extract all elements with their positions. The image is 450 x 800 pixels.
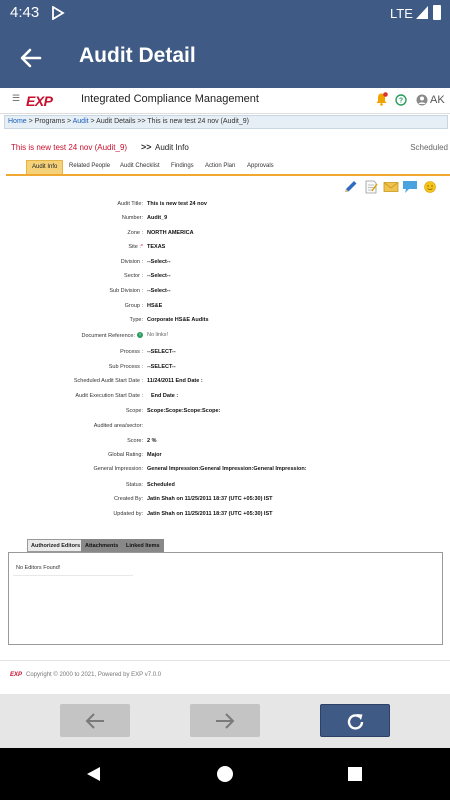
comment-icon[interactable]	[402, 180, 418, 194]
tab-attachments[interactable]: Attachments	[81, 539, 122, 552]
bell-icon[interactable]	[375, 92, 388, 106]
network-type: LTE	[390, 6, 413, 21]
field-row-scope: Scope: Scope:Scope:Scope:Scope:	[125, 408, 221, 414]
tab-audit-checklist[interactable]: Audit Checklist	[120, 163, 160, 169]
menu-icon[interactable]: ☰	[12, 93, 21, 103]
field-row-global-rating: Global Rating: Major	[108, 452, 162, 458]
tab-audit-info[interactable]: Audit Info	[26, 160, 63, 174]
tab-findings[interactable]: Findings	[171, 163, 194, 169]
divider	[0, 660, 450, 661]
field-row-site: Site :* TEXAS	[128, 244, 166, 250]
help-icon[interactable]	[395, 94, 407, 106]
system-recents-icon[interactable]	[346, 765, 364, 783]
site-header	[0, 88, 450, 114]
tab-authorized-editors[interactable]: Authorized Editors	[27, 539, 84, 552]
field-row-scheduled-start: Scheduled Audit Start Date : 11/24/2011 End Date :	[73, 378, 203, 384]
field-row-type: Type: Corporate HS&E Audits	[129, 317, 209, 323]
breadcrumb	[4, 115, 448, 129]
field-row-process: Process : --SELECT--	[120, 349, 176, 355]
field-row-zone: Zone : NORTH AMERICA	[127, 230, 194, 236]
web-content	[0, 88, 450, 694]
breadcrumb-audit[interactable]: Audit	[72, 118, 89, 125]
field-row-sector: Sector : --Select--	[124, 273, 171, 279]
signal-icon	[415, 5, 429, 20]
footer-logo: EXP	[10, 672, 23, 678]
tab-approvals[interactable]: Approvals	[247, 163, 274, 169]
status-badge: Scheduled	[410, 143, 448, 152]
email-icon[interactable]	[383, 180, 399, 194]
forward-button[interactable]	[190, 704, 260, 737]
field-row-created-by: Created By: Jatin Shah on 11/25/2011 18:37 (UTC +05:30) IST	[113, 496, 273, 502]
breadcrumb-programs: > Programs >	[26, 118, 73, 125]
editors-panel	[8, 552, 443, 645]
user-icon[interactable]	[416, 94, 428, 106]
back-button[interactable]	[60, 704, 130, 737]
notes-icon[interactable]	[363, 180, 379, 194]
status-bar	[0, 0, 450, 28]
field-row-execution-start: Audit Execution Start Date : End Date :	[75, 393, 179, 399]
user-initials[interactable]: AK	[430, 94, 445, 106]
play-store-icon	[51, 6, 65, 20]
record-title-bar	[6, 137, 450, 155]
action-toolbar	[340, 178, 448, 196]
field-row-general-impression: General Impression: General Impression:General Impression:General Impression:	[93, 466, 307, 472]
arrow-right-icon	[214, 711, 236, 731]
field-row-status: Status: Scheduled	[125, 482, 175, 488]
app-bar	[0, 28, 450, 88]
field-row-score: Score: 2 %	[127, 438, 157, 444]
arrow-left-icon	[84, 711, 106, 731]
smiley-icon[interactable]	[422, 180, 438, 194]
breadcrumb-current: > Audit Details >> This is new test 24 nov (Audit_9)	[88, 118, 249, 125]
empty-message: No Editors Found!	[16, 565, 61, 571]
tab-linked-items[interactable]: Linked Items	[122, 539, 164, 552]
edit-pencil-icon[interactable]	[343, 180, 359, 194]
refresh-icon	[345, 712, 367, 732]
field-row-number: Number: Audit_9	[121, 215, 168, 221]
field-row-group: Group : HS&E	[124, 303, 163, 309]
browser-nav-bar	[0, 694, 450, 748]
record-title: This is new test 24 nov (Audit_9)	[11, 143, 128, 152]
page-title: Audit Detail	[79, 44, 196, 67]
tab-action-plan[interactable]: Action Plan	[205, 163, 236, 169]
help-icon[interactable]: ?	[138, 332, 142, 337]
field-row-audited-area: Audited area/sector:	[93, 423, 143, 429]
section-name: Audit Info	[155, 143, 189, 152]
field-row-audit-title: Audit Title: This is new test 24 nov	[117, 201, 207, 207]
divider	[13, 575, 133, 576]
brand-name: Integrated Compliance Management	[81, 93, 259, 105]
double-arrow-icon: >>	[141, 142, 152, 152]
field-row-sub-process: Sub Process : --SELECT--	[108, 364, 176, 370]
breadcrumb-home[interactable]: Home	[8, 118, 27, 125]
clock: 4:43	[10, 4, 40, 21]
field-row-document-reference: Document Reference: ? No links!	[81, 332, 169, 339]
copyright-text: Copyright © 2000 to 2021, Powered by EXP v7.0.0	[26, 672, 162, 678]
battery-icon	[433, 5, 441, 20]
system-nav-bar	[0, 748, 450, 800]
field-row-updated-by: Updated by: Jatin Shah on 11/25/2011 18:37 (UTC +05:30) IST	[113, 511, 273, 517]
editor-tabs	[27, 539, 327, 552]
exp-logo: EXP	[26, 93, 53, 109]
system-back-icon[interactable]	[85, 765, 103, 783]
svg-text:?: ?	[398, 97, 404, 105]
refresh-button[interactable]	[320, 704, 390, 737]
field-row-sub-division: Sub Division : --Select--	[109, 288, 171, 294]
field-row-division: Division : --Select--	[120, 259, 171, 265]
audit-tabs	[6, 160, 450, 176]
system-home-icon[interactable]	[216, 765, 234, 783]
footer	[10, 672, 161, 678]
back-arrow-icon[interactable]	[18, 45, 44, 71]
required-marker: *	[140, 244, 143, 250]
tab-related-people[interactable]: Related People	[69, 163, 111, 169]
